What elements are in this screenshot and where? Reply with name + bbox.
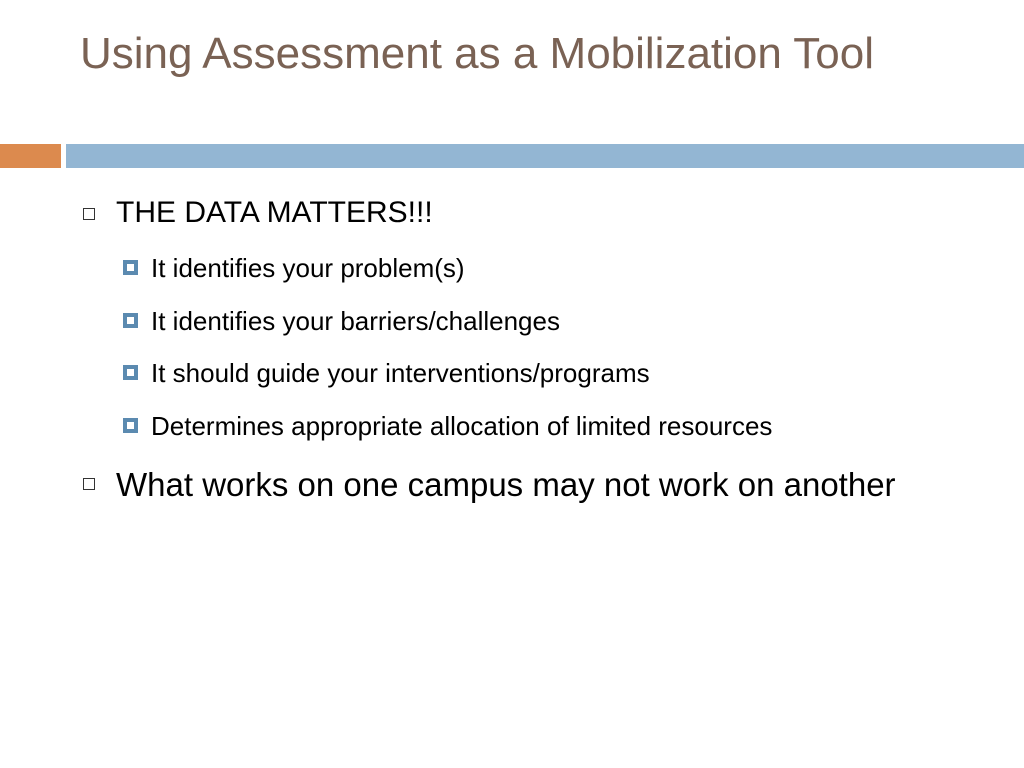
sub-bullet-item: Determines appropriate allocation of limited resources [151, 411, 773, 441]
sub-bullet-item: It should guide your interventions/programs [151, 358, 650, 388]
filled-square-icon [123, 313, 138, 328]
hollow-square-icon [83, 208, 95, 220]
filled-square-icon [123, 260, 138, 275]
slide-title: Using Assessment as a Mobilization Tool [80, 29, 875, 78]
bullet-item: THE DATA MATTERS!!! [116, 196, 433, 229]
filled-square-icon [123, 365, 138, 380]
hollow-square-icon [83, 478, 95, 490]
filled-square-icon [123, 418, 138, 433]
sub-bullet-item: It identifies your problem(s) [151, 253, 465, 283]
sub-bullet-item: It identifies your barriers/challenges [151, 306, 560, 336]
bullet-item: What works on one campus may not work on another [116, 466, 896, 503]
